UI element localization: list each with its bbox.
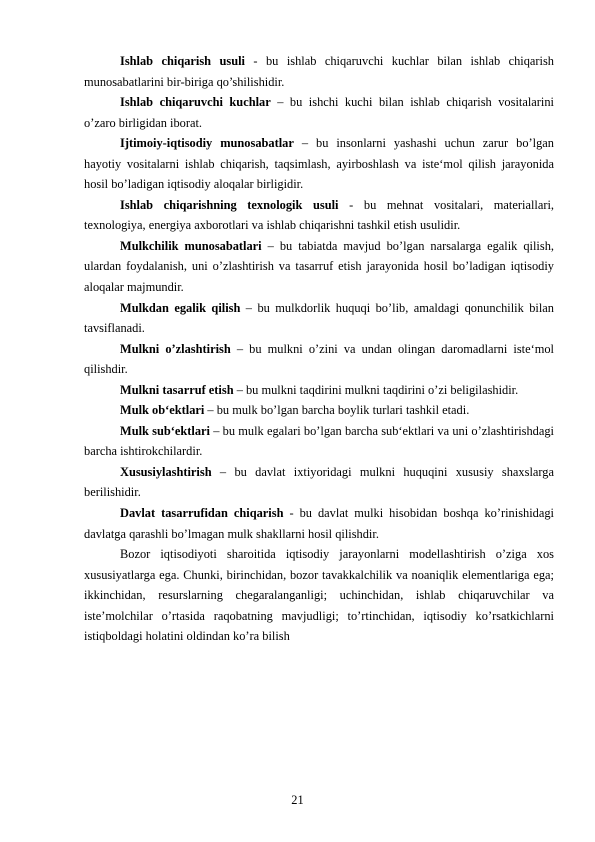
term: Davlat tasarrufidan chiqarish [120,506,284,521]
term: Mulkdan egalik qilish [120,300,241,315]
definition-paragraph [84,400,554,421]
definition-text: – bu mulk bo’lgan barcha boylik turlari tashkil etadi. [204,403,470,418]
term: Mulkni o’zlashtirish [120,341,231,356]
definition-text: – bu mulkdorlik huquqi bo’lib, amaldagi qonunchilik bilan tavsiflanadi. [84,300,554,336]
term: Ijtimoiy-iqtisodiy munosabatlar [120,136,294,151]
definition-paragraph [84,462,554,503]
term: Ishlab chiqaruvchi kuchlar [120,95,271,110]
definition-text: – bu insonlarni yashashi uchun zarur bo’lgan hayotiy vositalarni ishlab chiqarish, taqsimlash, ayirboshlash va iste‘mol qilish jarayonida hosil bo’ladigan iqtisodiy aloqalar birligidir. [84,136,554,192]
definition-text: – bu mulk egalari bo’lgan barcha sub‘ektlari va uni o’zlashtirishdagi barcha ishtirokchilardir. [84,423,554,459]
definition-text: - bu ishlab chiqaruvchi kuchlar bilan ishlab chiqarish munosabatlarini bir-biriga qo’shilishidir. [84,54,555,89]
definition-paragraph [84,380,554,401]
term: Mulkni tasarruf etish [120,382,234,397]
term: Ishlab chiqarishning texnologik usuli [120,197,339,212]
definition-text: – bu davlat ixtiyoridagi mulkni huquqini xususiy shaxslarga berilishidir. [84,464,554,500]
term: Mulk ob‘ektlari [120,403,205,418]
term: Mulk sub‘ektlari [120,423,210,438]
definition-paragraph [84,195,554,236]
definition-paragraph [84,298,554,339]
document-page [84,51,554,647]
term: Mulkchilik munosabatlari [120,238,262,253]
definition-text: – bu tabiatda mavjud bo’lgan narsalarga egalik qilish, ulardan foydalanish, uni o’zlashtirish va tasarruf etish jarayonida hosil bo’ladigan iqtisodiy aloqalar majmundir. [84,238,554,295]
definition-text: – bu ishchi kuchi bilan ishlab chiqarish vositalarini o’zaro birligidan iborat. [84,95,554,130]
definition-paragraph [84,92,554,133]
page-number: 21 [291,793,304,807]
definition-text: – bu mulkni o’zini va undan olingan daromadlarni iste‘mol qilishdir. [84,341,555,377]
body-paragraph [84,544,554,647]
definition-paragraph [84,421,554,462]
definition-paragraph [84,133,554,195]
definition-paragraph [84,236,554,298]
definition-paragraph [84,503,554,544]
definition-text: - bu mehnat vositalari, materiallari, texnologiya, energiya axborotlari va ishlab chiqarishni tashkil etish usulidir. [84,197,554,233]
term: Xususiylashtirish [120,464,212,479]
definition-paragraph [84,339,554,380]
body-text: Bozor iqtisodiyoti sharoitida iqtisodiy jarayonlarni modellashtirish o’ziga xos xususiyatlarga ega. Chunki, birinchidan, bozor tavakkalchilik va noaniqlik elementlariga ega; ikkinchidan, resurslarning chegaralanganligi; uchinchidan, ishlab chiqaruvchilar va iste’molchilar o’rtasida raqobatning mavjudligi; to’rtinchidan, iqtisodiy ko’rsatkichlarni istiqboldagi holatini oldindan ko’ra bilish [84,547,554,644]
term: Ishlab chiqarish usuli [120,54,245,68]
definition-paragraph [84,51,554,92]
definition-text: – bu mulkni taqdirini mulkni taqdirini o’zi beligilashidir. [233,382,519,397]
definition-text: - bu davlat mulki hisobidan boshqa ko’rinishidagi davlatga qarashli bo’lmagan mulk shakllarni hosil qilishdir. [84,506,554,541]
